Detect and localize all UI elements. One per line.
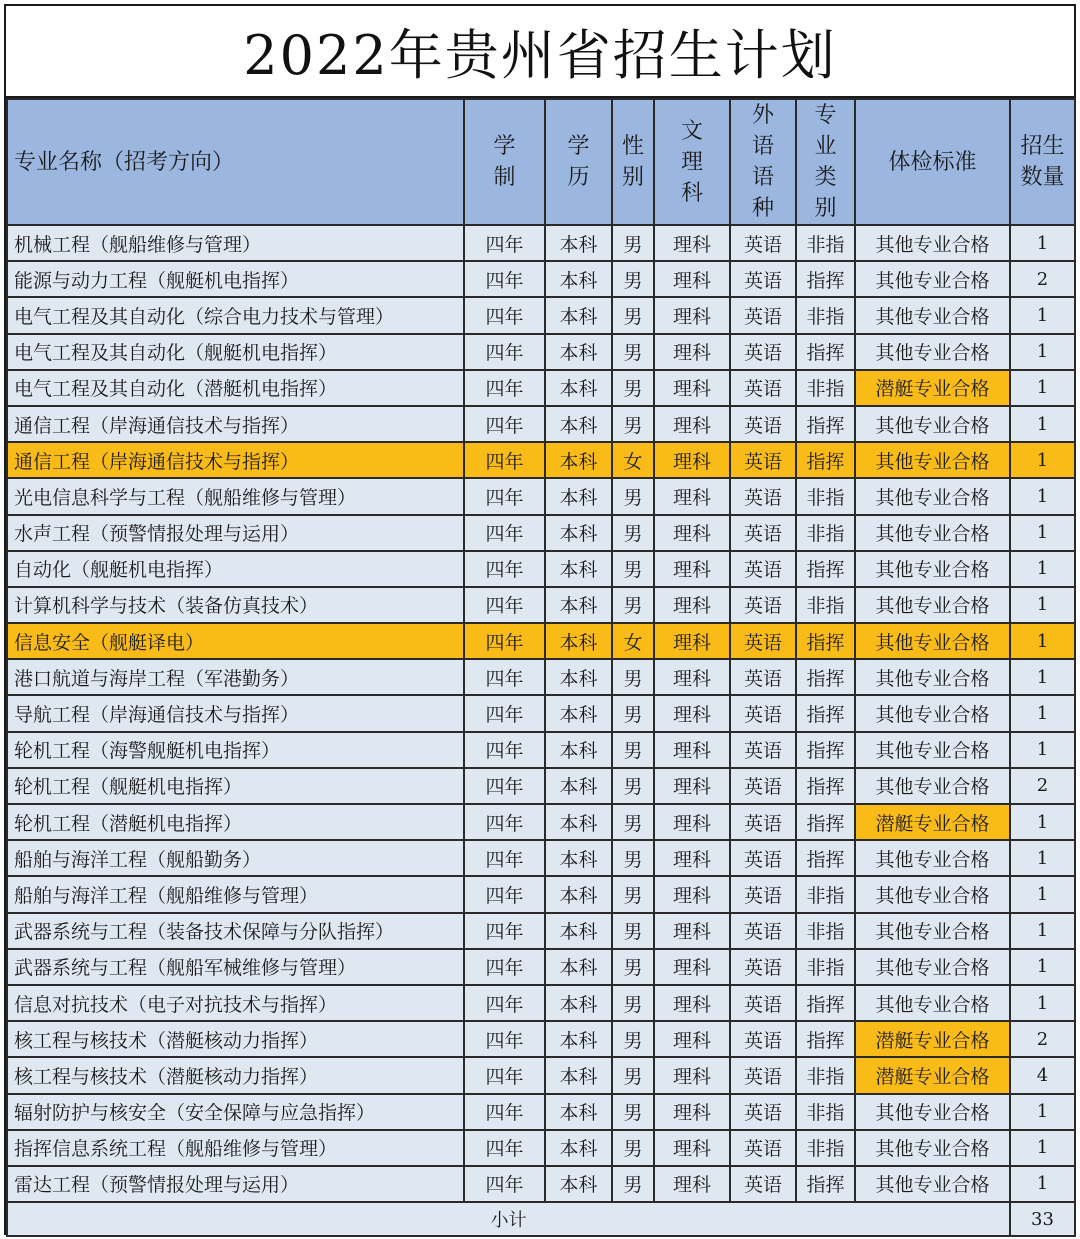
- table-row: [7, 985, 1075, 1021]
- degree-cell: 本科: [545, 840, 612, 876]
- arts-science-cell: 理科: [654, 370, 730, 406]
- duration-cell: 四年: [464, 1021, 545, 1057]
- language-cell: 英语: [730, 1130, 796, 1166]
- arts-science-cell: 理科: [654, 1130, 730, 1166]
- arts-science-cell: 理科: [654, 695, 730, 731]
- quota-cell: 1: [1010, 1094, 1075, 1130]
- category-cell: 指挥: [796, 732, 855, 768]
- degree-cell: 本科: [545, 442, 612, 478]
- medical-standard-cell: 其他专业合格: [855, 732, 1010, 768]
- degree-cell: 本科: [545, 695, 612, 731]
- quota-cell: 1: [1010, 442, 1075, 478]
- duration-cell: 四年: [464, 695, 545, 731]
- duration-cell: 四年: [464, 732, 545, 768]
- major-name-cell: 核工程与核技术（潜艇核动力指挥）: [7, 1021, 464, 1057]
- degree-cell: 本科: [545, 768, 612, 804]
- gender-cell: 男: [612, 985, 654, 1021]
- degree-cell: 本科: [545, 587, 612, 623]
- major-name-cell: 水声工程（预警情报处理与运用）: [7, 515, 464, 551]
- medical-standard-cell: 其他专业合格: [855, 225, 1010, 261]
- table-row: [7, 949, 1075, 985]
- table-row: [7, 913, 1075, 949]
- duration-cell: 四年: [464, 587, 545, 623]
- quota-cell: 1: [1010, 406, 1075, 442]
- duration-cell: 四年: [464, 1057, 545, 1093]
- duration-cell: 四年: [464, 1130, 545, 1166]
- major-name-cell: 信息安全（舰艇译电）: [7, 623, 464, 659]
- language-cell: 英语: [730, 406, 796, 442]
- header-major-name: 专业名称（招考方向）: [7, 99, 464, 225]
- language-cell: 英语: [730, 840, 796, 876]
- duration-cell: 四年: [464, 949, 545, 985]
- quota-cell: 1: [1010, 659, 1075, 695]
- degree-cell: 本科: [545, 225, 612, 261]
- medical-standard-cell: 其他专业合格: [855, 659, 1010, 695]
- duration-cell: 四年: [464, 768, 545, 804]
- quota-cell: 1: [1010, 985, 1075, 1021]
- language-cell: 英语: [730, 334, 796, 370]
- category-cell: 非指: [796, 225, 855, 261]
- gender-cell: 男: [612, 913, 654, 949]
- language-cell: 英语: [730, 985, 796, 1021]
- header-quota: 招生数量: [1010, 99, 1075, 225]
- gender-cell: 男: [612, 225, 654, 261]
- language-cell: 英语: [730, 695, 796, 731]
- medical-standard-cell: 潜艇专业合格: [855, 1057, 1010, 1093]
- category-cell: 指挥: [796, 334, 855, 370]
- category-cell: 非指: [796, 587, 855, 623]
- header-category: 专业类别: [796, 99, 855, 225]
- degree-cell: 本科: [545, 732, 612, 768]
- category-cell: 指挥: [796, 1166, 855, 1202]
- medical-standard-cell: 其他专业合格: [855, 334, 1010, 370]
- quota-cell: 2: [1010, 1021, 1075, 1057]
- subtotal-value: 33: [1010, 1202, 1075, 1236]
- duration-cell: 四年: [464, 261, 545, 297]
- medical-standard-cell: 其他专业合格: [855, 876, 1010, 912]
- medical-standard-cell: 其他专业合格: [855, 406, 1010, 442]
- medical-standard-cell: 潜艇专业合格: [855, 370, 1010, 406]
- duration-cell: 四年: [464, 1166, 545, 1202]
- medical-standard-cell: 其他专业合格: [855, 587, 1010, 623]
- arts-science-cell: 理科: [654, 1021, 730, 1057]
- arts-science-cell: 理科: [654, 876, 730, 912]
- major-name-cell: 计算机科学与技术（装备仿真技术）: [7, 587, 464, 623]
- arts-science-cell: 理科: [654, 406, 730, 442]
- quota-cell: 1: [1010, 1166, 1075, 1202]
- quota-cell: 1: [1010, 551, 1075, 587]
- gender-cell: 男: [612, 587, 654, 623]
- table-row: [7, 1021, 1075, 1057]
- degree-cell: 本科: [545, 804, 612, 840]
- category-cell: 指挥: [796, 840, 855, 876]
- table-row: [7, 1057, 1075, 1093]
- gender-cell: 男: [612, 659, 654, 695]
- arts-science-cell: 理科: [654, 334, 730, 370]
- quota-cell: 1: [1010, 876, 1075, 912]
- arts-science-cell: 理科: [654, 1094, 730, 1130]
- category-cell: 指挥: [796, 659, 855, 695]
- gender-cell: 男: [612, 1094, 654, 1130]
- table-row: [7, 876, 1075, 912]
- table-row: [7, 1130, 1075, 1166]
- table-row: [7, 406, 1075, 442]
- medical-standard-cell: 其他专业合格: [855, 768, 1010, 804]
- medical-standard-cell: 其他专业合格: [855, 478, 1010, 514]
- degree-cell: 本科: [545, 1094, 612, 1130]
- subtotal-label: 小计: [7, 1202, 1010, 1236]
- duration-cell: 四年: [464, 442, 545, 478]
- quota-cell: 1: [1010, 732, 1075, 768]
- arts-science-cell: 理科: [654, 985, 730, 1021]
- table-row: [7, 225, 1075, 261]
- category-cell: 非指: [796, 1057, 855, 1093]
- quota-cell: 1: [1010, 913, 1075, 949]
- language-cell: 英语: [730, 659, 796, 695]
- category-cell: 非指: [796, 297, 855, 333]
- degree-cell: 本科: [545, 370, 612, 406]
- arts-science-cell: 理科: [654, 659, 730, 695]
- degree-cell: 本科: [545, 876, 612, 912]
- table-row: [7, 261, 1075, 297]
- header-language: 外语语种: [730, 99, 796, 225]
- major-name-cell: 船舶与海洋工程（舰船勤务）: [7, 840, 464, 876]
- gender-cell: 男: [612, 1021, 654, 1057]
- duration-cell: 四年: [464, 297, 545, 333]
- medical-standard-cell: 其他专业合格: [855, 551, 1010, 587]
- duration-cell: 四年: [464, 623, 545, 659]
- language-cell: 英语: [730, 623, 796, 659]
- degree-cell: 本科: [545, 1166, 612, 1202]
- category-cell: 指挥: [796, 442, 855, 478]
- major-name-cell: 指挥信息系统工程（舰船维修与管理）: [7, 1130, 464, 1166]
- major-name-cell: 导航工程（岸海通信技术与指挥）: [7, 695, 464, 731]
- category-cell: 非指: [796, 1130, 855, 1166]
- language-cell: 英语: [730, 1021, 796, 1057]
- gender-cell: 男: [612, 406, 654, 442]
- major-name-cell: 轮机工程（舰艇机电指挥）: [7, 768, 464, 804]
- arts-science-cell: 理科: [654, 804, 730, 840]
- subtotal-row: [7, 1202, 1075, 1236]
- gender-cell: 男: [612, 478, 654, 514]
- language-cell: 英语: [730, 370, 796, 406]
- quota-cell: 1: [1010, 623, 1075, 659]
- arts-science-cell: 理科: [654, 913, 730, 949]
- gender-cell: 男: [612, 551, 654, 587]
- table-header-row: [7, 99, 1075, 225]
- header-duration: 学制: [464, 99, 545, 225]
- medical-standard-cell: 潜艇专业合格: [855, 1021, 1010, 1057]
- degree-cell: 本科: [545, 478, 612, 514]
- quota-cell: 1: [1010, 370, 1075, 406]
- duration-cell: 四年: [464, 551, 545, 587]
- language-cell: 英语: [730, 297, 796, 333]
- language-cell: 英语: [730, 261, 796, 297]
- gender-cell: 男: [612, 1057, 654, 1093]
- category-cell: 指挥: [796, 804, 855, 840]
- enrollment-table: [6, 98, 1076, 1237]
- major-name-cell: 机械工程（舰船维修与管理）: [7, 225, 464, 261]
- table-row: [7, 478, 1075, 514]
- major-name-cell: 光电信息科学与工程（舰船维修与管理）: [7, 478, 464, 514]
- duration-cell: 四年: [464, 334, 545, 370]
- category-cell: 指挥: [796, 695, 855, 731]
- degree-cell: 本科: [545, 985, 612, 1021]
- quota-cell: 4: [1010, 1057, 1075, 1093]
- language-cell: 英语: [730, 949, 796, 985]
- table-row: [7, 623, 1075, 659]
- table-row: [7, 370, 1075, 406]
- gender-cell: 男: [612, 261, 654, 297]
- major-name-cell: 通信工程（岸海通信技术与指挥）: [7, 406, 464, 442]
- duration-cell: 四年: [464, 370, 545, 406]
- arts-science-cell: 理科: [654, 587, 730, 623]
- arts-science-cell: 理科: [654, 623, 730, 659]
- category-cell: 非指: [796, 370, 855, 406]
- degree-cell: 本科: [545, 1130, 612, 1166]
- table-row: [7, 334, 1075, 370]
- table-row: [7, 840, 1075, 876]
- major-name-cell: 船舶与海洋工程（舰船维修与管理）: [7, 876, 464, 912]
- table-body: [7, 225, 1075, 1202]
- medical-standard-cell: 其他专业合格: [855, 1094, 1010, 1130]
- language-cell: 英语: [730, 478, 796, 514]
- gender-cell: 男: [612, 1166, 654, 1202]
- arts-science-cell: 理科: [654, 515, 730, 551]
- category-cell: 指挥: [796, 406, 855, 442]
- table-row: [7, 659, 1075, 695]
- language-cell: 英语: [730, 732, 796, 768]
- table-row: [7, 1094, 1075, 1130]
- medical-standard-cell: 其他专业合格: [855, 515, 1010, 551]
- quota-cell: 1: [1010, 478, 1075, 514]
- gender-cell: 男: [612, 695, 654, 731]
- duration-cell: 四年: [464, 840, 545, 876]
- medical-standard-cell: 其他专业合格: [855, 695, 1010, 731]
- medical-standard-cell: 其他专业合格: [855, 1130, 1010, 1166]
- duration-cell: 四年: [464, 659, 545, 695]
- header-gender: 性别: [612, 99, 654, 225]
- arts-science-cell: 理科: [654, 768, 730, 804]
- duration-cell: 四年: [464, 804, 545, 840]
- table-row: [7, 587, 1075, 623]
- duration-cell: 四年: [464, 876, 545, 912]
- quota-cell: 1: [1010, 225, 1075, 261]
- medical-standard-cell: 其他专业合格: [855, 297, 1010, 333]
- medical-standard-cell: 其他专业合格: [855, 913, 1010, 949]
- header-arts-science: 文理科: [654, 99, 730, 225]
- arts-science-cell: 理科: [654, 840, 730, 876]
- header-medical-standard: 体检标准: [855, 99, 1010, 225]
- degree-cell: 本科: [545, 949, 612, 985]
- medical-standard-cell: 潜艇专业合格: [855, 804, 1010, 840]
- duration-cell: 四年: [464, 225, 545, 261]
- category-cell: 指挥: [796, 1021, 855, 1057]
- gender-cell: 男: [612, 949, 654, 985]
- duration-cell: 四年: [464, 478, 545, 514]
- language-cell: 英语: [730, 587, 796, 623]
- degree-cell: 本科: [545, 1021, 612, 1057]
- category-cell: 非指: [796, 949, 855, 985]
- duration-cell: 四年: [464, 515, 545, 551]
- degree-cell: 本科: [545, 623, 612, 659]
- gender-cell: 女: [612, 623, 654, 659]
- quota-cell: 2: [1010, 768, 1075, 804]
- quota-cell: 1: [1010, 804, 1075, 840]
- medical-standard-cell: 其他专业合格: [855, 985, 1010, 1021]
- major-name-cell: 电气工程及其自动化（舰艇机电指挥）: [7, 334, 464, 370]
- table-row: [7, 804, 1075, 840]
- arts-science-cell: 理科: [654, 1166, 730, 1202]
- language-cell: 英语: [730, 804, 796, 840]
- medical-standard-cell: 其他专业合格: [855, 261, 1010, 297]
- quota-cell: 1: [1010, 949, 1075, 985]
- quota-cell: 1: [1010, 1130, 1075, 1166]
- gender-cell: 男: [612, 370, 654, 406]
- major-name-cell: 电气工程及其自动化（综合电力技术与管理）: [7, 297, 464, 333]
- arts-science-cell: 理科: [654, 1057, 730, 1093]
- category-cell: 指挥: [796, 261, 855, 297]
- page-title: 2022年贵州省招生计划: [6, 6, 1074, 98]
- quota-cell: 1: [1010, 334, 1075, 370]
- language-cell: 英语: [730, 551, 796, 587]
- arts-science-cell: 理科: [654, 732, 730, 768]
- major-name-cell: 电气工程及其自动化（潜艇机电指挥）: [7, 370, 464, 406]
- major-name-cell: 辐射防护与核安全（安全保障与应急指挥）: [7, 1094, 464, 1130]
- arts-science-cell: 理科: [654, 442, 730, 478]
- table-row: [7, 551, 1075, 587]
- gender-cell: 男: [612, 1130, 654, 1166]
- major-name-cell: 雷达工程（预警情报处理与运用）: [7, 1166, 464, 1202]
- medical-standard-cell: 其他专业合格: [855, 623, 1010, 659]
- medical-standard-cell: 其他专业合格: [855, 442, 1010, 478]
- quota-cell: 1: [1010, 297, 1075, 333]
- degree-cell: 本科: [545, 406, 612, 442]
- arts-science-cell: 理科: [654, 297, 730, 333]
- category-cell: 指挥: [796, 551, 855, 587]
- degree-cell: 本科: [545, 659, 612, 695]
- degree-cell: 本科: [545, 297, 612, 333]
- degree-cell: 本科: [545, 1057, 612, 1093]
- major-name-cell: 核工程与核技术（潜艇核动力指挥）: [7, 1057, 464, 1093]
- quota-cell: 2: [1010, 261, 1075, 297]
- language-cell: 英语: [730, 913, 796, 949]
- language-cell: 英语: [730, 225, 796, 261]
- quota-cell: 1: [1010, 515, 1075, 551]
- table-row: [7, 442, 1075, 478]
- degree-cell: 本科: [545, 261, 612, 297]
- language-cell: 英语: [730, 442, 796, 478]
- language-cell: 英语: [730, 515, 796, 551]
- gender-cell: 男: [612, 732, 654, 768]
- duration-cell: 四年: [464, 985, 545, 1021]
- degree-cell: 本科: [545, 515, 612, 551]
- gender-cell: 男: [612, 297, 654, 333]
- arts-science-cell: 理科: [654, 949, 730, 985]
- major-name-cell: 轮机工程（海警舰艇机电指挥）: [7, 732, 464, 768]
- language-cell: 英语: [730, 1094, 796, 1130]
- table-row: [7, 768, 1075, 804]
- major-name-cell: 自动化（舰艇机电指挥）: [7, 551, 464, 587]
- category-cell: 非指: [796, 515, 855, 551]
- gender-cell: 男: [612, 768, 654, 804]
- arts-science-cell: 理科: [654, 478, 730, 514]
- quota-cell: 1: [1010, 695, 1075, 731]
- category-cell: 指挥: [796, 768, 855, 804]
- table-row: [7, 695, 1075, 731]
- category-cell: 非指: [796, 876, 855, 912]
- gender-cell: 男: [612, 804, 654, 840]
- language-cell: 英语: [730, 768, 796, 804]
- category-cell: 非指: [796, 913, 855, 949]
- duration-cell: 四年: [464, 1094, 545, 1130]
- duration-cell: 四年: [464, 913, 545, 949]
- major-name-cell: 通信工程（岸海通信技术与指挥）: [7, 442, 464, 478]
- document-frame: [4, 4, 1076, 1235]
- medical-standard-cell: 其他专业合格: [855, 840, 1010, 876]
- major-name-cell: 武器系统与工程（舰船军械维修与管理）: [7, 949, 464, 985]
- degree-cell: 本科: [545, 913, 612, 949]
- category-cell: 指挥: [796, 623, 855, 659]
- language-cell: 英语: [730, 1166, 796, 1202]
- arts-science-cell: 理科: [654, 551, 730, 587]
- table-row: [7, 515, 1075, 551]
- language-cell: 英语: [730, 1057, 796, 1093]
- major-name-cell: 港口航道与海岸工程（军港勤务）: [7, 659, 464, 695]
- medical-standard-cell: 其他专业合格: [855, 949, 1010, 985]
- major-name-cell: 武器系统与工程（装备技术保障与分队指挥）: [7, 913, 464, 949]
- category-cell: 非指: [796, 1094, 855, 1130]
- gender-cell: 男: [612, 515, 654, 551]
- major-name-cell: 信息对抗技术（电子对抗技术与指挥）: [7, 985, 464, 1021]
- degree-cell: 本科: [545, 334, 612, 370]
- gender-cell: 男: [612, 876, 654, 912]
- quota-cell: 1: [1010, 840, 1075, 876]
- arts-science-cell: 理科: [654, 261, 730, 297]
- major-name-cell: 轮机工程（潜艇机电指挥）: [7, 804, 464, 840]
- category-cell: 非指: [796, 478, 855, 514]
- gender-cell: 男: [612, 334, 654, 370]
- duration-cell: 四年: [464, 406, 545, 442]
- arts-science-cell: 理科: [654, 225, 730, 261]
- language-cell: 英语: [730, 876, 796, 912]
- table-row: [7, 732, 1075, 768]
- major-name-cell: 能源与动力工程（舰艇机电指挥）: [7, 261, 464, 297]
- medical-standard-cell: 其他专业合格: [855, 1166, 1010, 1202]
- category-cell: 指挥: [796, 985, 855, 1021]
- header-degree: 学历: [545, 99, 612, 225]
- degree-cell: 本科: [545, 551, 612, 587]
- table-row: [7, 297, 1075, 333]
- gender-cell: 女: [612, 442, 654, 478]
- quota-cell: 1: [1010, 587, 1075, 623]
- gender-cell: 男: [612, 840, 654, 876]
- table-row: [7, 1166, 1075, 1202]
